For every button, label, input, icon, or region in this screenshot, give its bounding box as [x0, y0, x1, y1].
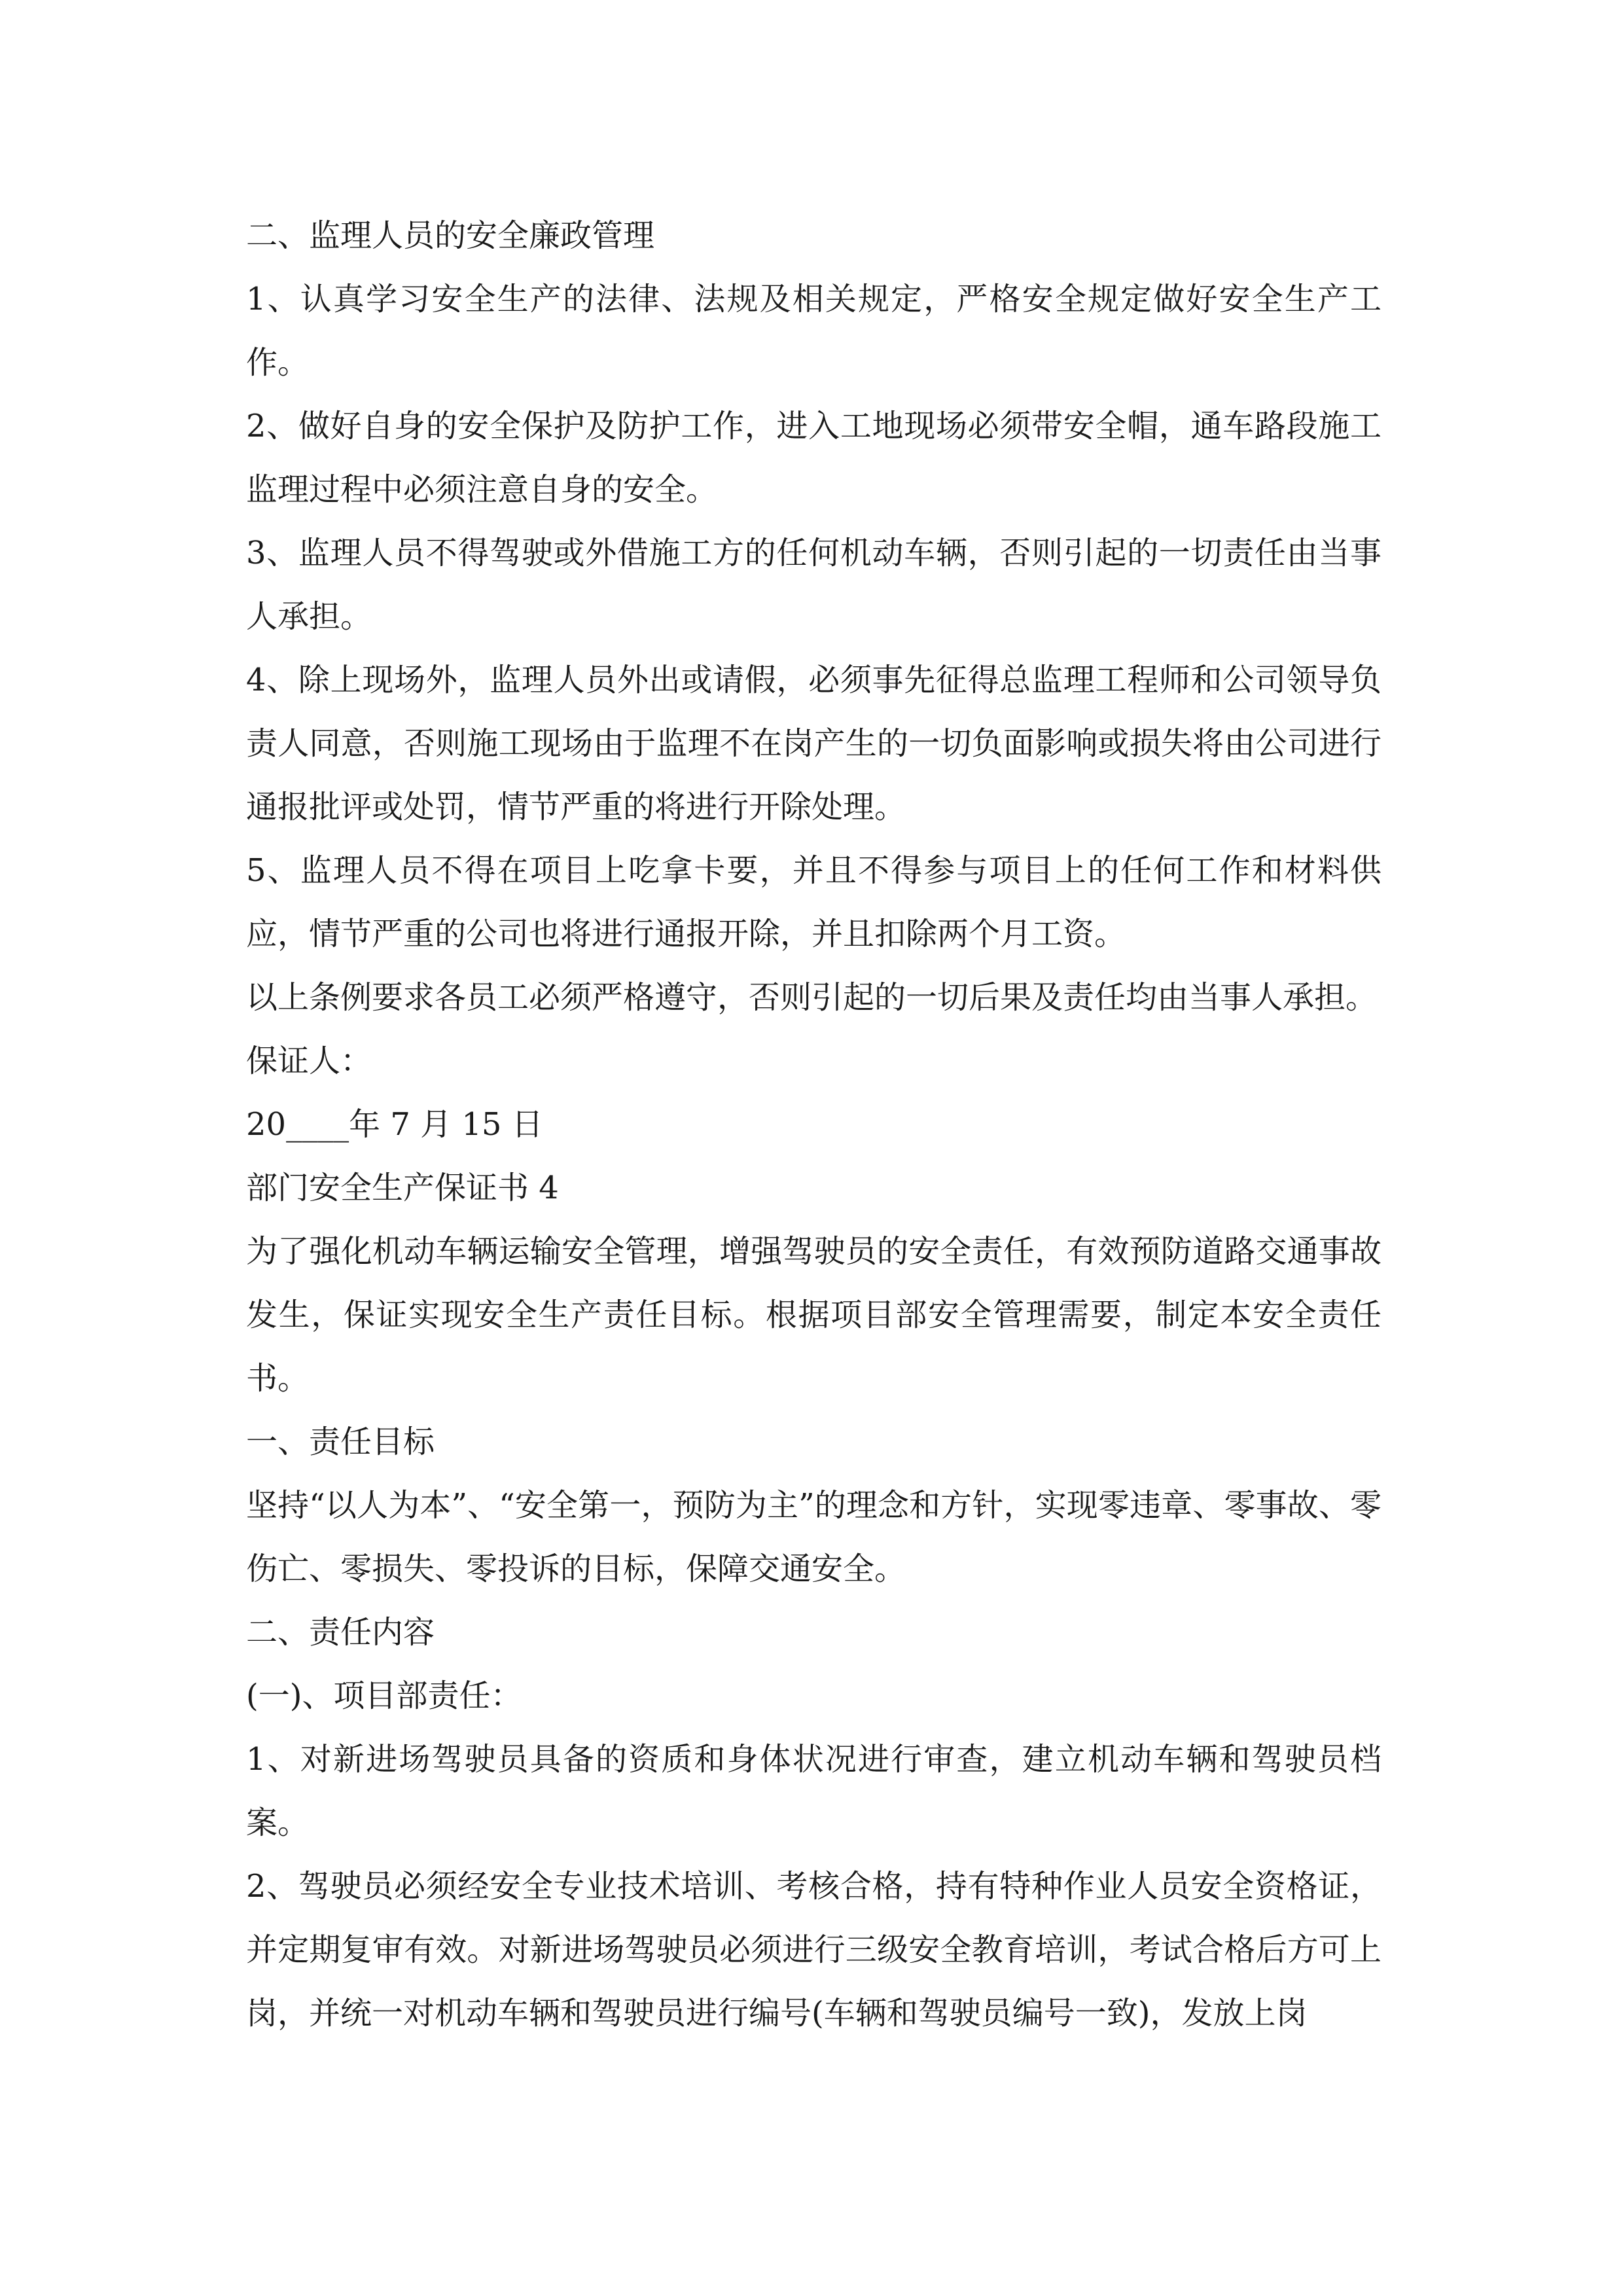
clause-2-self-protection: 2、做好自身的安全保护及防护工作，进入工地现场必须带安全帽，通车路段施工监理过程中必须注意自身的安全。 — [246, 408, 1382, 508]
document-title: 部门安全生产保证书 4 — [246, 1170, 559, 1206]
intro-paragraph: 为了强化机动车辆运输安全管理，增强驾驶员的安全责任，有效预防道路交通事故发生，保证实现安全生产责任目标。根据项目部安全管理需要，制定本安全责任书。 — [246, 1233, 1382, 1397]
clause-4-leave-approval: 4、除上现场外，监理人员外出或请假，必须事先征得总监理工程师和公司领导负责人同意，否则施工现场由于监理不在岗产生的一切负面影响或损失将由公司进行通报批评或处罚，情节严重的将进行开除处理。 — [246, 662, 1382, 825]
signature-date: 20____年 7 月 15 日 — [246, 1106, 543, 1143]
guarantor-label: 保证人： — [246, 1043, 372, 1079]
clause-1-study-regulations: 1、认真学习安全生产的法律、法规及相关规定，严格安全规定做好安全生产工作。 — [246, 281, 1382, 381]
section-heading-supervisor-integrity: 二、监理人员的安全廉政管理 — [246, 217, 655, 254]
clause-3-no-vehicle-use: 3、监理人员不得驾驶或外借施工方的任何机动车辆，否则引起的一切责任由当事人承担。 — [246, 535, 1382, 635]
document-body — [246, 204, 1382, 2045]
subsection-heading-project-dept: (一)、项目部责任： — [246, 1677, 522, 1714]
duty-2-driver-training: 2、驾驶员必须经安全专业技术培训、考核合格，持有特种作业人员安全资格证，并定期复审有效。对新进场驾驶员必须进行三级安全教育培训，考试合格后方可上岗，并统一对机动车辆和驾驶员进行编号(车辆和驾驶员编号一致)，发放上岗 — [246, 1868, 1382, 2032]
clause-5-no-kickbacks: 5、监理人员不得在项目上吃拿卡要，并且不得参与项目上的任何工作和材料供应，情节严重的公司也将进行通报开除，并且扣除两个月工资。 — [246, 852, 1382, 952]
goals-paragraph: 坚持“以人为本”、“安全第一，预防为主”的理念和方针，实现零违章、零事故、零伤亡、零损失、零投诉的目标，保障交通安全。 — [246, 1487, 1382, 1587]
duty-1-driver-review: 1、对新进场驾驶员具备的资质和身体状况进行审查，建立机动车辆和驾驶员档案。 — [246, 1741, 1382, 1841]
section-heading-content: 二、责任内容 — [246, 1614, 435, 1651]
compliance-statement: 以上条例要求各员工必须严格遵守，否则引起的一切后果及责任均由当事人承担。 — [246, 979, 1378, 1016]
section-heading-goals: 一、责任目标 — [246, 1424, 435, 1460]
